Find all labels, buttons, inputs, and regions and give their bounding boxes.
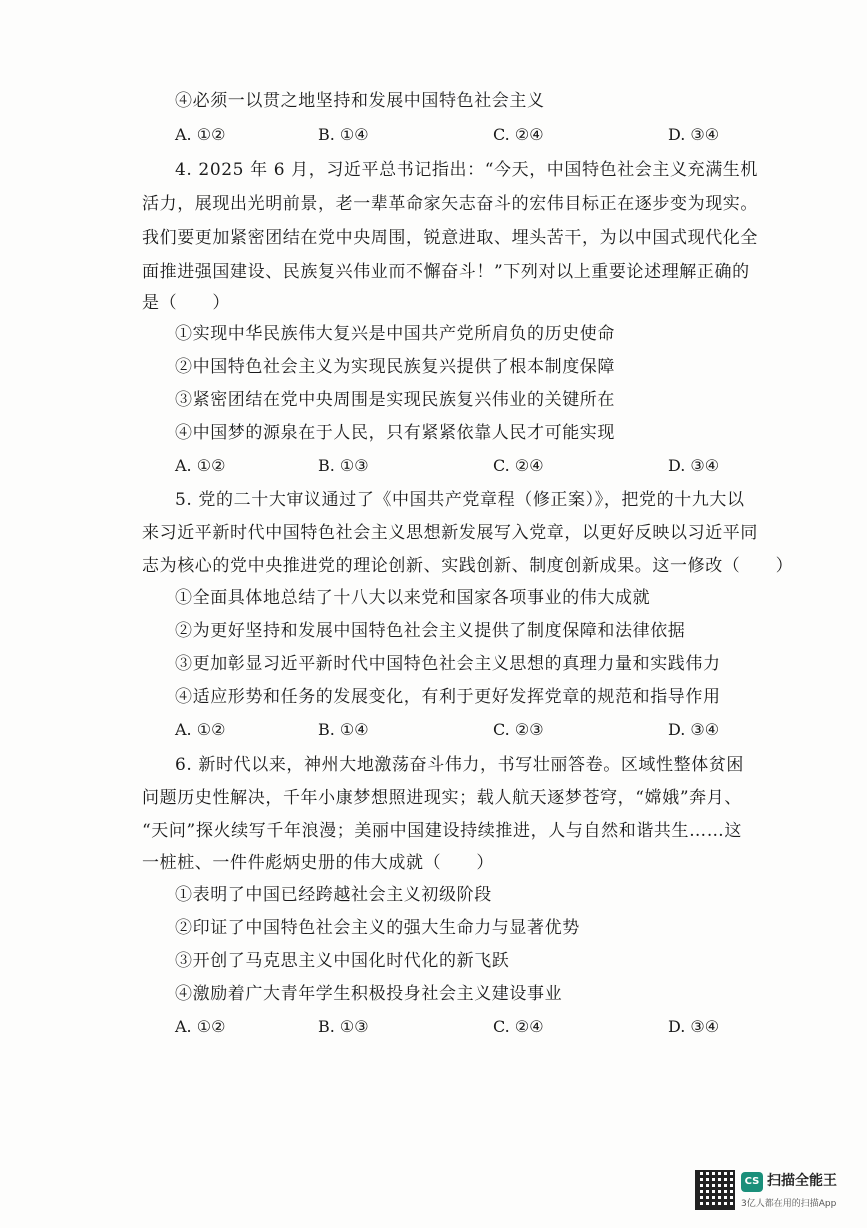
- q4-stem-line-1: 4. 2025 年 6 月，习近平总书记指出：“今天，中国特色社会主义充满生机: [175, 160, 759, 180]
- q6-option-c: C. ②④: [493, 1017, 544, 1036]
- q5-item-4: ④适应形势和任务的发展变化，有利于更好发挥党章的规范和指导作用: [175, 687, 721, 707]
- q6-item-2: ②印证了中国特色社会主义的强大生命力与显著优势: [175, 918, 580, 938]
- q6-stem-line-4: 一桩桩、一件件彪炳史册的伟大成就（ ）: [142, 853, 494, 873]
- q3-option-b: B. ①④: [318, 125, 369, 144]
- q5-option-c: C. ②③: [493, 720, 544, 739]
- q5-item-3: ③更加彰显习近平新时代中国特色社会主义思想的真理力量和实践伟力: [175, 654, 721, 674]
- q4-stem-line-2: 活力，展现出光明前景，老一辈革命家矢志奋斗的宏伟目标正在逐步变为现实。: [142, 194, 758, 214]
- scanner-tagline: 3亿人都在用的扫描App: [741, 1199, 837, 1209]
- q4-stem-line-3: 我们要更加紧密团结在党中央周围，锐意进取、埋头苦干，为以中国式现代化全: [142, 228, 758, 248]
- q3-option-d: D. ③④: [668, 125, 720, 144]
- q4-option-a: A. ①②: [175, 456, 226, 475]
- scanner-watermark: [695, 1170, 855, 1218]
- q4-option-d: D. ③④: [668, 456, 720, 475]
- q6-option-d: D. ③④: [668, 1017, 720, 1036]
- q5-option-d: D. ③④: [668, 720, 720, 739]
- q4-item-2: ②中国特色社会主义为实现民族复兴提供了根本制度保障: [175, 357, 615, 377]
- q5-option-a: A. ①②: [175, 720, 226, 739]
- q3-item-4: ④必须一以贯之地坚持和发展中国特色社会主义: [175, 91, 545, 111]
- scanner-brand-name: 扫描全能王: [767, 1173, 837, 1189]
- q6-option-a: A. ①②: [175, 1017, 226, 1036]
- q4-stem-line-4: 面推进强国建设、民族复兴伟业而不懈奋斗！”下列对以上重要论述理解正确的: [142, 262, 750, 282]
- q5-item-2: ②为更好坚持和发展中国特色社会主义提供了制度保障和法律依据: [175, 621, 686, 641]
- q6-stem-line-3: “天问”探火续写千年浪漫；美丽中国建设持续推进，人与自然和谐共生……这: [142, 821, 742, 841]
- q5-stem-line-1: 5. 党的二十大审议通过了《中国共产党章程（修正案）》，把党的十九大以: [175, 490, 745, 510]
- q4-option-c: C. ②④: [493, 456, 544, 475]
- q4-option-b: B. ①③: [318, 456, 369, 475]
- q6-item-1: ①表明了中国已经跨越社会主义初级阶段: [175, 885, 492, 905]
- q5-item-1: ①全面具体地总结了十八大以来党和国家各项事业的伟大成就: [175, 588, 651, 608]
- q4-item-4: ④中国梦的源泉在于人民，只有紧紧依靠人民才可能实现: [175, 423, 615, 443]
- q5-stem-line-2: 来习近平新时代中国特色社会主义思想新发展写入党章，以更好反映以习近平同: [142, 523, 758, 543]
- q4-stem-line-5: 是（ ）: [142, 293, 230, 313]
- q4-item-3: ③紧密团结在党中央周围是实现民族复兴伟业的关键所在: [175, 390, 615, 410]
- q5-option-b: B. ①④: [318, 720, 369, 739]
- q6-option-b: B. ①③: [318, 1017, 369, 1036]
- q6-item-4: ④激励着广大青年学生积极投身社会主义建设事业: [175, 984, 563, 1004]
- q3-option-a: A. ①②: [175, 125, 226, 144]
- q4-item-1: ①实现中华民族伟大复兴是中国共产党所肩负的历史使命: [175, 324, 615, 344]
- q3-option-c: C. ②④: [493, 125, 544, 144]
- qr-code-icon: [695, 1170, 735, 1210]
- q6-stem-line-2: 问题历史性解决，千年小康梦想照进现实；载人航天逐梦苍穹，“嫦娥”奔月、: [142, 788, 742, 808]
- camscanner-logo-icon: CS: [741, 1172, 763, 1192]
- q5-stem-line-3: 志为核心的党中央推进党的理论创新、实践创新、制度创新成果。这一修改（ ）: [142, 556, 794, 576]
- q6-stem-line-1: 6. 新时代以来，神州大地激荡奋斗伟力，书写壮丽答卷。区域性整体贫困: [175, 755, 745, 775]
- q6-item-3: ③开创了马克思主义中国化时代化的新飞跃: [175, 951, 510, 971]
